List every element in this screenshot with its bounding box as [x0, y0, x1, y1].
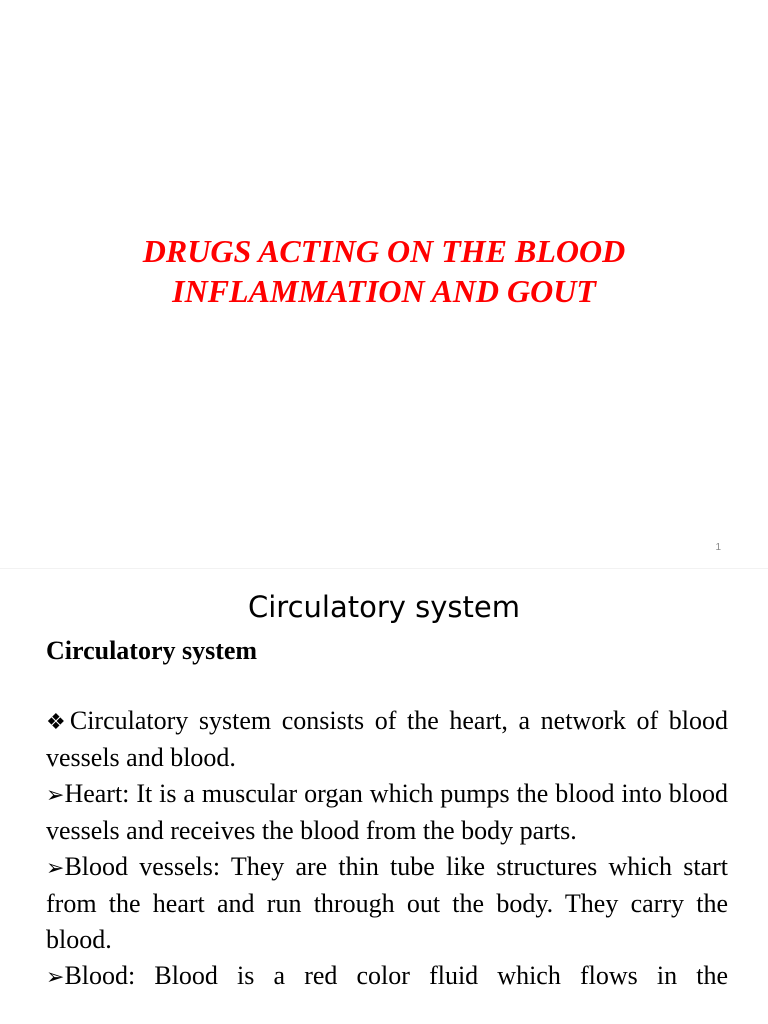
paragraph-blood — [46, 958, 728, 995]
paragraph-text: Blood vessels: They are thin tube like structures which start from the heart and run through out the body. They carry the blood. — [46, 852, 728, 954]
slide-title-line-2: INFLAMMATION AND GOUT — [172, 273, 596, 309]
content-slide — [0, 569, 768, 1024]
section-heading: Circulatory system — [46, 636, 258, 665]
arrow-bullet-icon: ➢ — [46, 855, 65, 880]
paragraph-text: Heart: It is a muscular organ which pumps the blood into blood vessels and receives the blood from the body parts. — [46, 779, 728, 845]
arrow-bullet-icon: ➢ — [46, 782, 65, 807]
page-number: 1 — [715, 542, 721, 553]
slide-title: Circulatory system — [247, 590, 520, 624]
diamond-bullet-icon: ❖ — [46, 709, 70, 734]
body-text — [46, 703, 728, 995]
paragraph-text: Circulatory system consists of the heart, a network of blood vessels and blood. — [46, 706, 728, 772]
paragraph-heart — [46, 776, 728, 849]
paragraph-intro — [46, 703, 728, 776]
arrow-bullet-icon: ➢ — [46, 964, 65, 989]
paragraph-text: Blood: Blood is a red color fluid which flows in the — [64, 961, 728, 990]
paragraph-blood-vessels — [46, 849, 728, 958]
slide-title — [0, 231, 768, 311]
slide-title-line-1: DRUGS ACTING ON THE BLOOD — [142, 233, 626, 269]
